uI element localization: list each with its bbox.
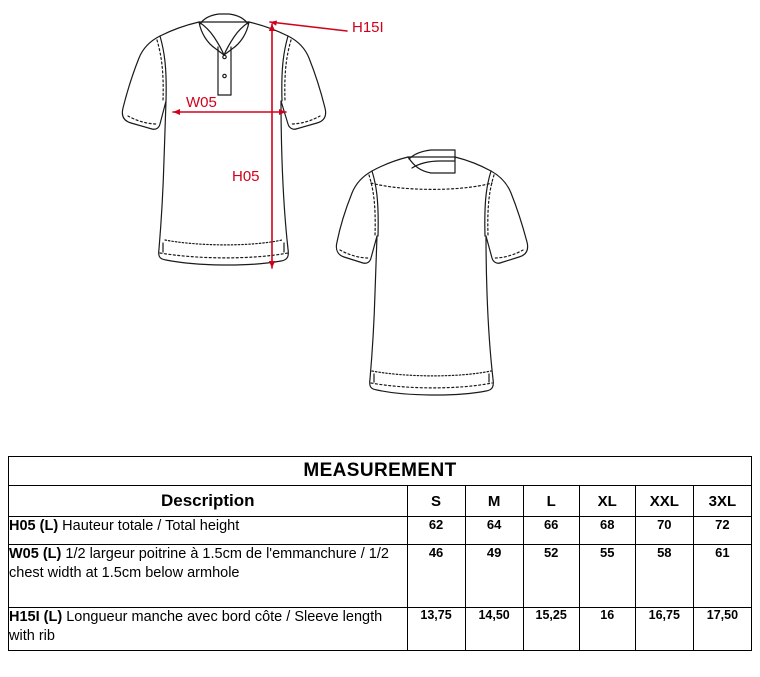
table-row	[9, 517, 752, 545]
row-description-w05	[9, 545, 408, 608]
cell-w05-l: 52	[523, 545, 579, 608]
row-text-h15i: Longueur manche avec bord côte / Sleeve length with rib	[9, 609, 383, 644]
cell-h15i-xxl: 16,75	[635, 608, 693, 651]
cell-h05-m: 64	[465, 517, 523, 545]
cell-h05-s: 62	[407, 517, 465, 545]
cell-w05-s: 46	[407, 545, 465, 608]
dimension-lines	[173, 21, 347, 269]
cell-h15i-m: 14,50	[465, 608, 523, 651]
column-header-m: M	[465, 486, 523, 517]
measurement-table	[8, 456, 752, 651]
cell-h15i-xl: 16	[579, 608, 635, 651]
column-header-s: S	[407, 486, 465, 517]
row-text-h05: Hauteur totale / Total height	[58, 518, 240, 534]
dimension-label-h15i: H15I	[352, 19, 384, 36]
cell-w05-xl: 55	[579, 545, 635, 608]
row-description-h15i	[9, 608, 408, 651]
cell-h05-xl: 68	[579, 517, 635, 545]
row-code-h15i: H15I (L)	[9, 609, 63, 625]
column-header-xl: XL	[579, 486, 635, 517]
table-row	[9, 545, 752, 608]
table-row	[9, 608, 752, 651]
cell-h05-3xl: 72	[693, 517, 751, 545]
front-view-outline	[122, 14, 325, 265]
table-header-row	[9, 486, 752, 517]
back-view-outline	[336, 150, 527, 395]
cell-h15i-3xl: 17,50	[693, 608, 751, 651]
dimension-label-w05: W05	[186, 94, 217, 111]
cell-w05-xxl: 58	[635, 545, 693, 608]
row-code-w05: W05 (L)	[9, 546, 62, 562]
cell-h05-xxl: 70	[635, 517, 693, 545]
row-description-h05	[9, 517, 408, 545]
row-text-w05: 1/2 largeur poitrine à 1.5cm de l'emmanchure / 1/2 chest width at 1.5cm below armhole	[9, 546, 389, 581]
cell-h15i-l: 15,25	[523, 608, 579, 651]
cell-h05-l: 66	[523, 517, 579, 545]
table-title-row	[9, 457, 752, 486]
row-code-h05: H05 (L)	[9, 518, 59, 534]
dimension-label-h05: H05	[232, 168, 260, 185]
cell-h15i-s: 13,75	[407, 608, 465, 651]
cell-w05-m: 49	[465, 545, 523, 608]
table-title: MEASUREMENT	[9, 457, 752, 486]
column-header-l: L	[523, 486, 579, 517]
column-header-3xl: 3XL	[693, 486, 751, 517]
measurement-table-wrap	[8, 456, 752, 651]
cell-w05-3xl: 61	[693, 545, 751, 608]
column-header-xxl: XXL	[635, 486, 693, 517]
column-header-description: Description	[9, 486, 408, 517]
